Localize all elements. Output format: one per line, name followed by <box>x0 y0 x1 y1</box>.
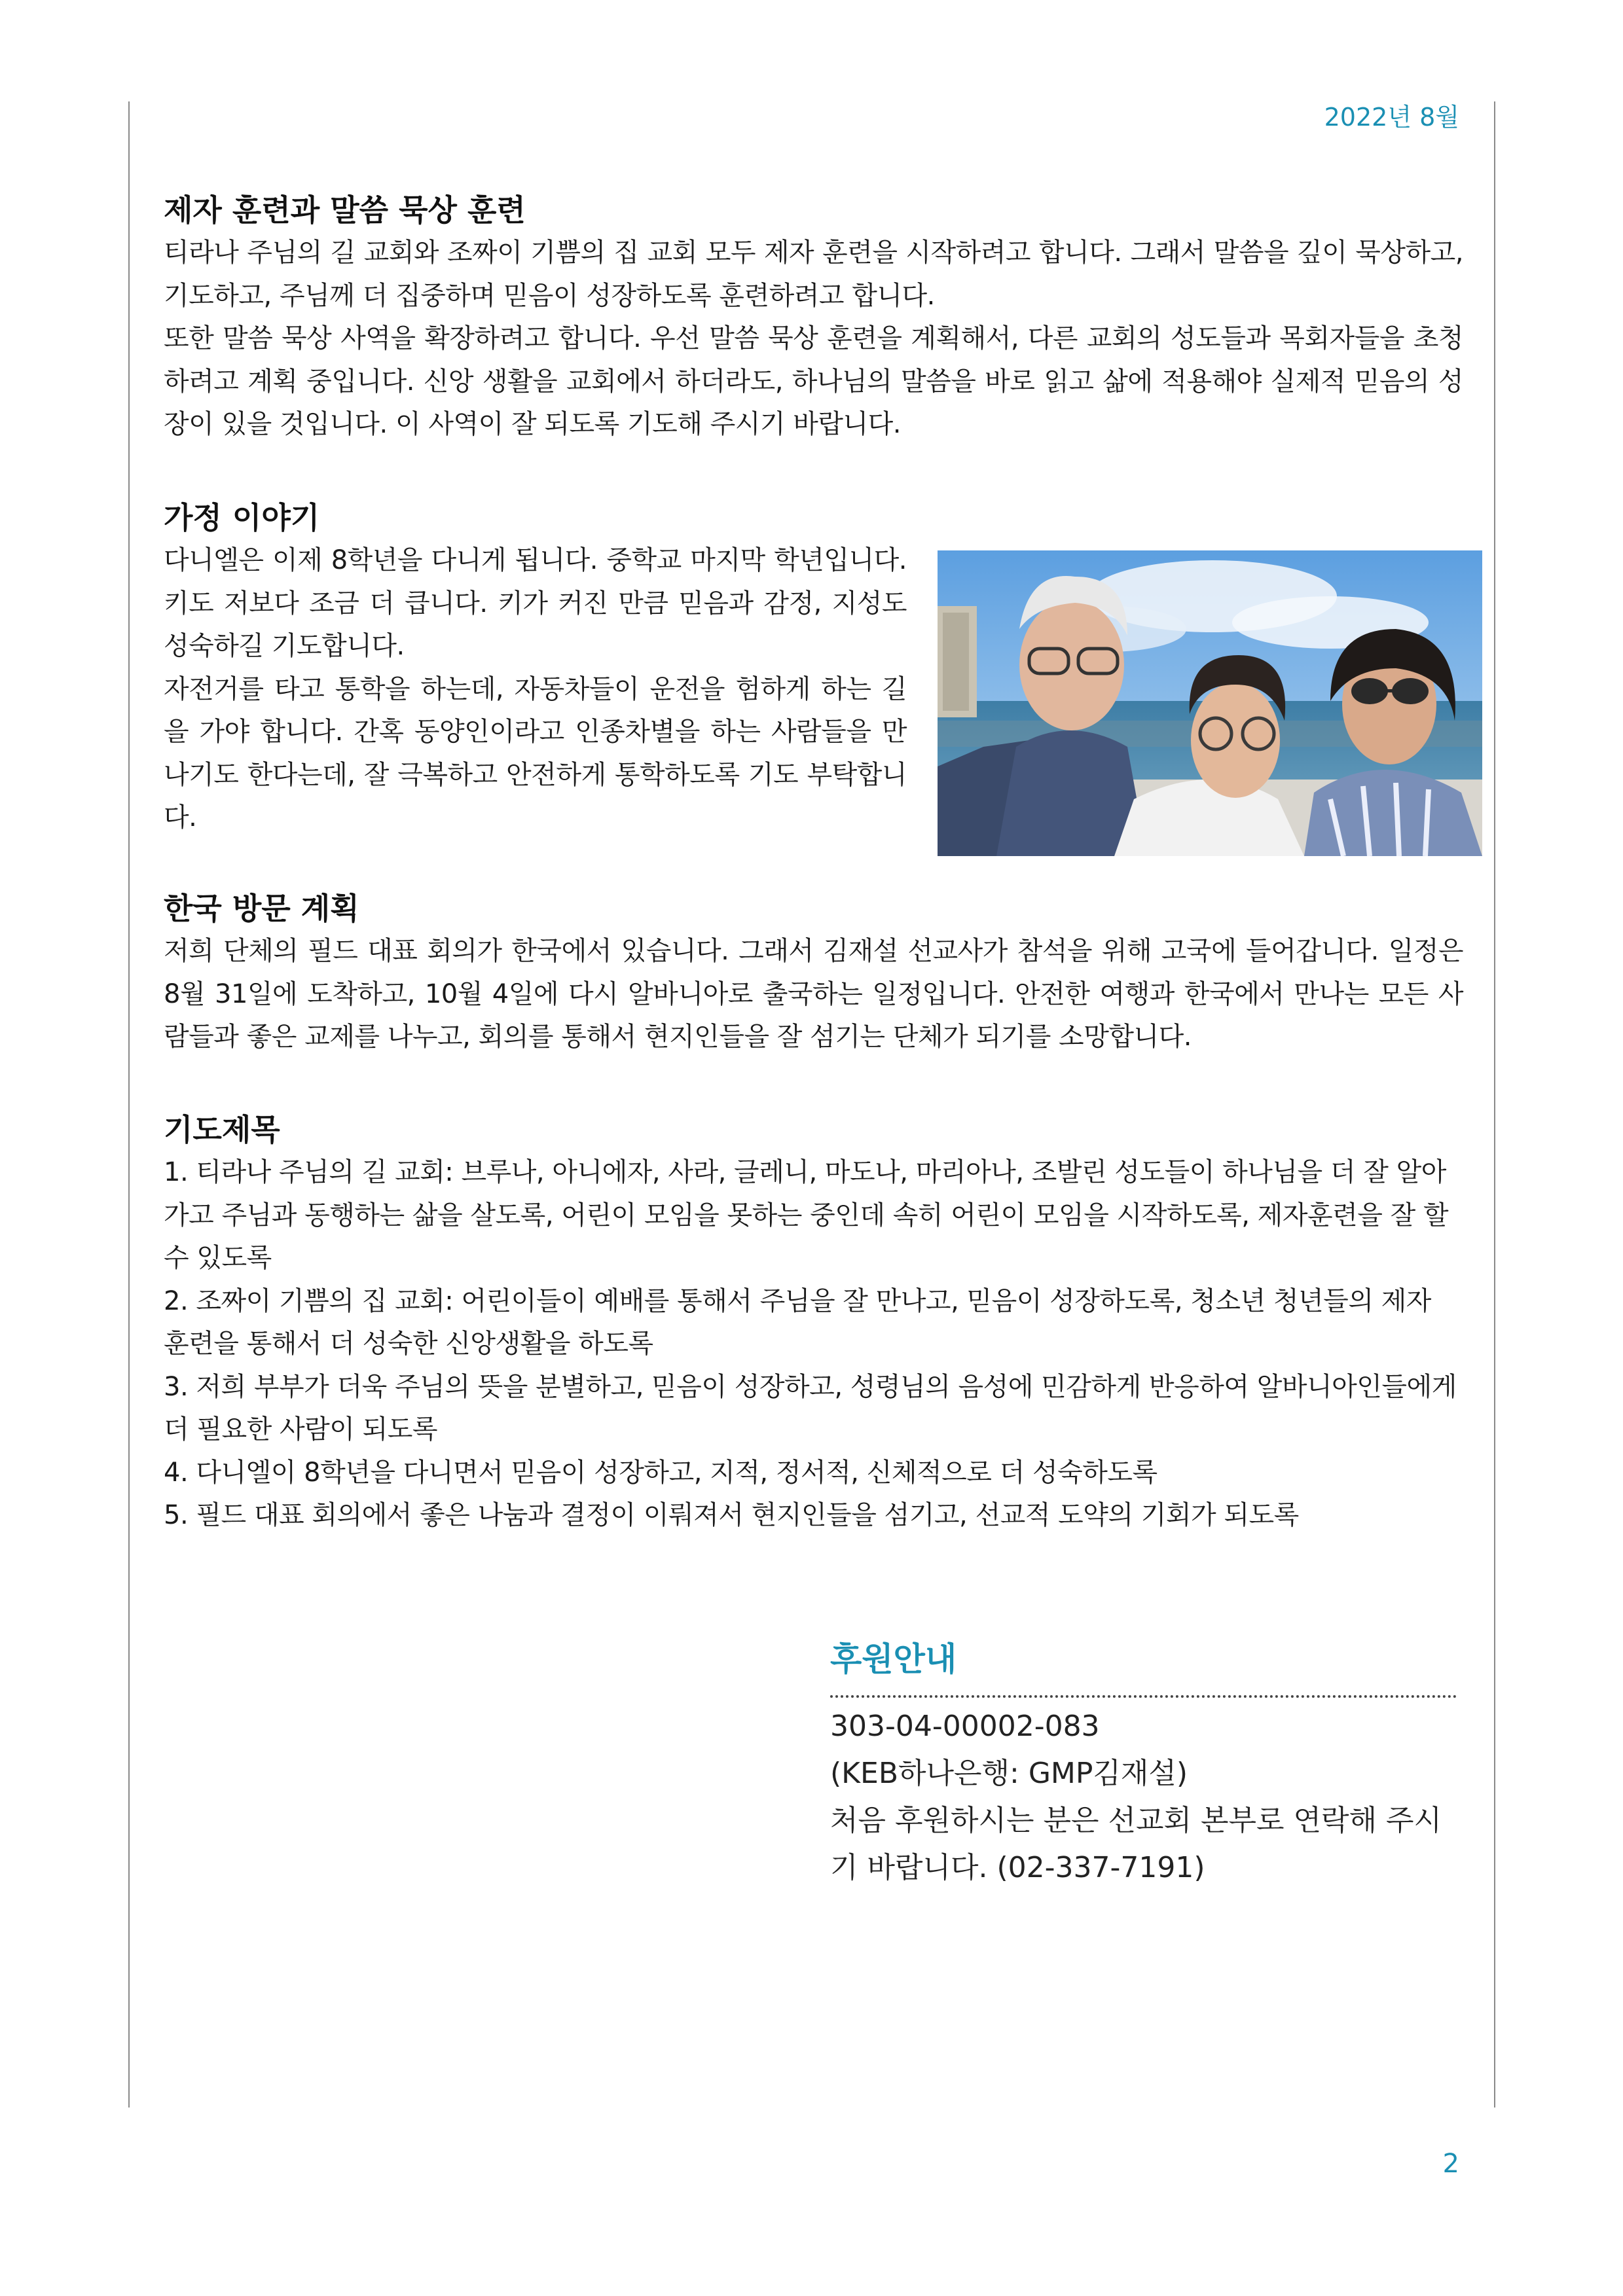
prayer-item: 5. 필드 대표 회의에서 좋은 나눔과 결정이 이뤄져서 현지인들을 섬기고, 선교적 도약의 기회가 되도록 <box>164 1500 1299 1530</box>
section-prayer <box>164 1108 1463 1537</box>
prayer-item: 1. 티라나 주님의 길 교회: 브루나, 아니에자, 사라, 글레니, 마도나, 마리아나, 조발린 성도들이 하나님을 더 잘 알아가고 주님과 동행하는 삶을 살도록, 어린이 모임을 못하는 중인데 속히 어린이 모임을 시작하도록, 제자훈련을 잘 할 수 있도록 <box>164 1157 1449 1273</box>
paragraph: 또한 말씀 묵상 사역을 확장하려고 합니다. 우선 말씀 묵상 훈련을 계획해서, 다른 교회의 성도들과 목회자들을 초청하려고 계획 중입니다. 신앙 생활을 교회에서 하더라도, 하나님의 말씀을 바로 읽고 삶에 적용해야 실제적 믿음의 성장이 있을 것입니다. 이 사역이 잘 되도록 기도해 주시기 바랍니다. <box>164 323 1463 439</box>
account-number: 303-04-00002-083 <box>830 1710 1100 1743</box>
dotted-divider <box>830 1695 1457 1698</box>
family-photo <box>938 550 1482 856</box>
family-text <box>164 539 907 840</box>
support-note: 처음 후원하시는 분은 선교회 본부로 연락해 주시기 바랍니다. (02-337-7191) <box>830 1804 1442 1884</box>
paragraph: 티라나 주님의 길 교회와 조짜이 기쁨의 집 교회 모두 제자 훈련을 시작하려고 합니다. 그래서 말씀을 깊이 묵상하고, 기도하고, 주님께 더 집중하며 믿음이 성장하도록 훈련하려고 합니다. <box>164 238 1463 311</box>
prayer-item: 3. 저희 부부가 더욱 주님의 뜻을 분별하고, 믿음이 성장하고, 성령님의 음성에 민감하게 반응하여 알바니아인들에게 더 필요한 사람이 되도록 <box>164 1371 1457 1444</box>
newsletter-date: 2022년 8월 <box>1324 103 1459 132</box>
prayer-item: 2. 조짜이 기쁨의 집 교회: 어린이들이 예배를 통해서 주님을 잘 만나고, 믿음이 성장하도록, 청소년 청년들의 제자 훈련을 통해서 더 성숙한 신앙생활을 하도록 <box>164 1285 1431 1359</box>
section-title: 제자 훈련과 말씀 묵상 훈련 <box>164 192 526 228</box>
section-title: 기도제목 <box>164 1112 280 1147</box>
section-title: 가정 이야기 <box>164 500 320 535</box>
paragraph: 저희 단체의 필드 대표 회의가 한국에서 있습니다. 그래서 김재설 선교사가 참석을 위해 고국에 들어갑니다. 일정은 8월 31일에 도착하고, 10월 4일에 다시 알바니아로 출국하는 일정입니다. 안전한 여행과 한국에서 만나는 모든 사람들과 좋은 교제를 나누고, 회의를 통해서 현지인들을 잘 섬기는 단체가 되기를 소망합니다. <box>164 936 1463 1052</box>
section-title: 한국 방문 계획 <box>164 891 359 926</box>
support-box <box>830 1636 1457 1892</box>
section-discipleship <box>164 188 1463 446</box>
page-number: 2 <box>1442 2149 1459 2179</box>
section-korea-visit <box>164 887 1463 1059</box>
paragraph: 자전거를 타고 통학을 하는데, 자동차들이 운전을 험하게 하는 길을 가야 합니다. 간혹 동양인이라고 인종차별을 하는 사람들을 만나기도 한다는데, 잘 극복하고 안전하게 통학하도록 기도 부탁합니다. <box>164 673 907 833</box>
bank-info: (KEB하나은행: GMP김재설) <box>830 1757 1188 1790</box>
prayer-item: 4. 다니엘이 8학년을 다니면서 믿음이 성장하고, 지적, 정서적, 신체적으로 더 성숙하도록 <box>164 1457 1158 1488</box>
right-margin-rule <box>1494 101 1495 2108</box>
paragraph: 다니엘은 이제 8학년을 다니게 됩니다. 중학교 마지막 학년입니다. 키도 저보다 조금 더 큽니다. 키가 커진 만큼 믿음과 감정, 지성도 성숙하길 기도합니다. <box>164 545 907 661</box>
support-title: 후원안내 <box>830 1640 957 1678</box>
left-margin-rule <box>128 101 130 2108</box>
